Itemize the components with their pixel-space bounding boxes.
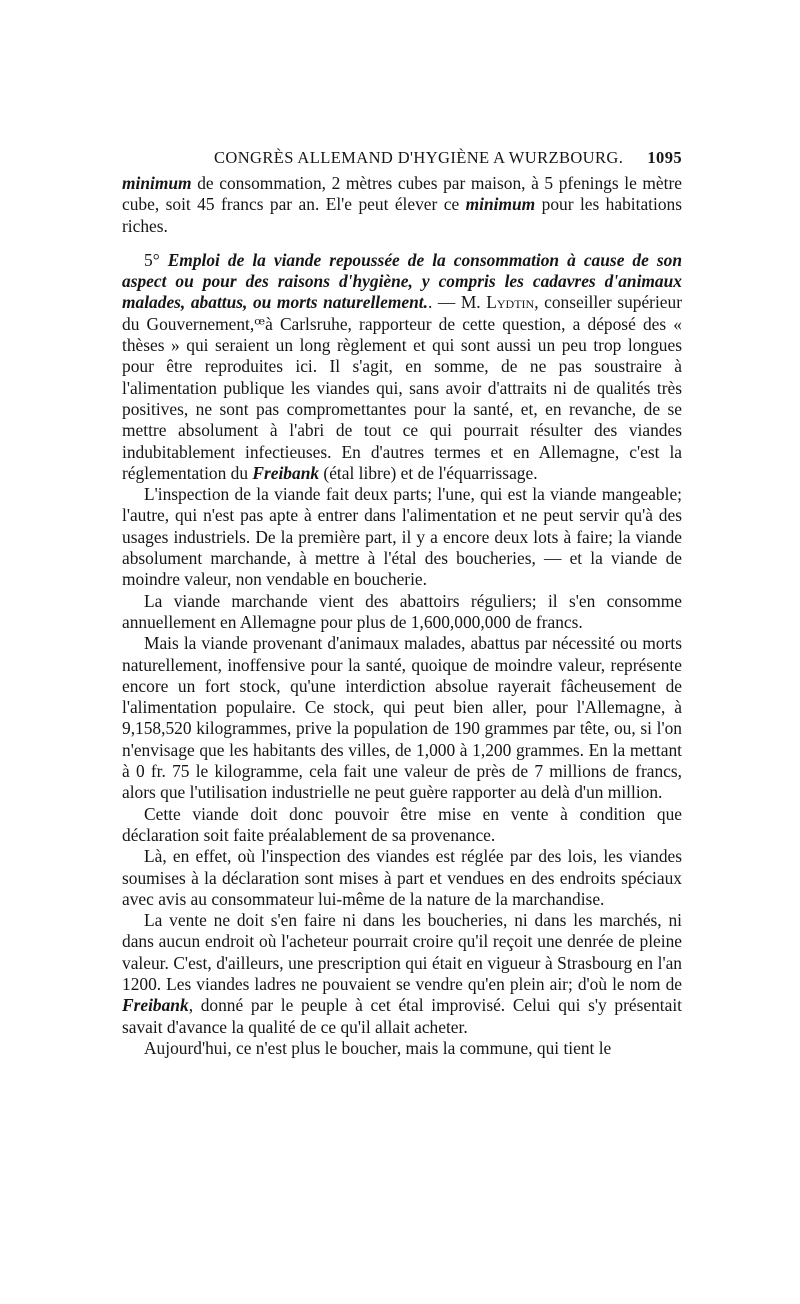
text-run: La vente ne doit s'en faire ni dans les boucheries, ni dans les marchés, ni dans aucun endroit où l'acheteur pourrait croire qu'il reçoit une denrée de pleine valeur. C'est, d'ailleurs, une prescription qui était en vigueur à Strasbourg en l'an 1200. Les viandes ladres ne pouvaient se vendre qu'en plein air; d'où le nom de xyxy=(122,910,682,994)
running-title: CONGRÈS ALLEMAND D'HYGIÈNE A WURZBOURG. xyxy=(214,148,624,167)
text-run: , conseiller supérieur du Gouvernement,ꟹà Carlsruhe, rapporteur de cette question, a déposé des « thèses » qui seraient un long règlement et qui sont aussi un peu trop longues pour être reproduites ici. Il s'agit, en somme, de ne pas soustraire à l'alimentation publique les viandes qui, sans avoir d'attraits ni de qualités très positives, ne sont pas compromettantes pour la santé, et, en revanche, de se mettre absolument à l'abri de tout ce qui pourrait résulter des viandes indubitablement infectieuses. En d'autres termes et en Allemagne, c'est la réglementation du xyxy=(122,292,683,483)
page-number: 1095 xyxy=(647,148,682,167)
paragraph-inspection: L'inspection de la viande fait deux parts; l'une, qui est la viande mangeable; l'autre, qui n'est pas apte à entrer dans l'alimentation et ne peut servir qu'à des usages industriels. De la première part, il y a encore deux lots à faire; la viande absolument marchande, à mettre à l'étal des boucheries, — et la viande de moindre valeur, non vendable en boucherie. xyxy=(122,484,682,590)
article-body xyxy=(122,173,682,1059)
paragraph-declaration: Là, en effet, où l'inspection des viandes est réglée par des lois, les viandes soumises à la déclaration sont mises à part et vendues en des endroits spéciaux avec avis au consommateur lui-même de la nature de la marchandise. xyxy=(122,846,682,909)
paragraph-marketable-meat: La viande marchande vient des abattoirs réguliers; il s'en consomme annuellement en Allemagne pour plus de 1,600,000,000 de francs. xyxy=(122,590,682,632)
paragraph-sick-animals: Mais la viande provenant d'animaux malades, abattus par nécessité ou morts naturellement, inoffensive pour la santé, quoique de moindre valeur, représente encore un fort stock, qu'une interdiction absolue rayerait fâcheusement de l'alimentation populaire. Ce stock, qui peut bien aller, pour l'Allemagne, à 9,158,520 kilogrammes, prive la population de 190 grammes par tête, ou, si l'on n'envisage que les habitants des villes, de 1,000 à 1,200 grammes. En la mettant à 0 fr. 75 le kilogramme, cela fait une valeur de près de 7 millions de francs, alors que l'utilisation industrielle ne peut guère rapporter au delà d'un million. xyxy=(122,633,682,803)
paragraph-freibank-history xyxy=(122,910,682,1038)
term-freibank: Freibank xyxy=(122,995,189,1016)
text-run: , donné par le peuple à cet étal improvisé. Celui qui s'y présentait savait d'avance la qualité de ce qu'il allait acheter. xyxy=(122,995,682,1037)
text-run: de consommation, 2 mètres cubes par maison, à 5 pfenings le mètre cube, soit 45 francs par an. El'e peut élever ce xyxy=(122,173,682,215)
term-freibank: Freibank xyxy=(252,462,320,483)
text-run: (étal libre) et de l'équarrissage. xyxy=(319,462,538,483)
paragraph-sale-condition: Cette viande doit donc pouvoir être mise en vente à condition que déclaration soit faite préalablement de sa provenance. xyxy=(122,803,682,845)
emphasis-minimum: minimum xyxy=(465,194,536,215)
paragraph-minimum-consumption xyxy=(122,173,682,237)
section-heading: Emploi de la viande repoussée de la consommation à cause de son aspect ou pour des raisons d'hygiène, y compris les cadavres d'animaux malades, abattus, ou morts naturellement. xyxy=(122,249,683,313)
paragraph-today: Aujourd'hui, ce n'est plus le boucher, mais la commune, qui tient le xyxy=(144,1037,612,1058)
emphasis-minimum: minimum xyxy=(122,173,192,193)
section-number: 5° xyxy=(144,249,168,270)
text-run: . — M. xyxy=(427,292,487,313)
paragraph-section-5 xyxy=(122,250,682,484)
text-run: pour les habitations riches. xyxy=(122,194,683,236)
running-header xyxy=(122,148,682,170)
speaker-name: Lydtin xyxy=(486,292,535,313)
